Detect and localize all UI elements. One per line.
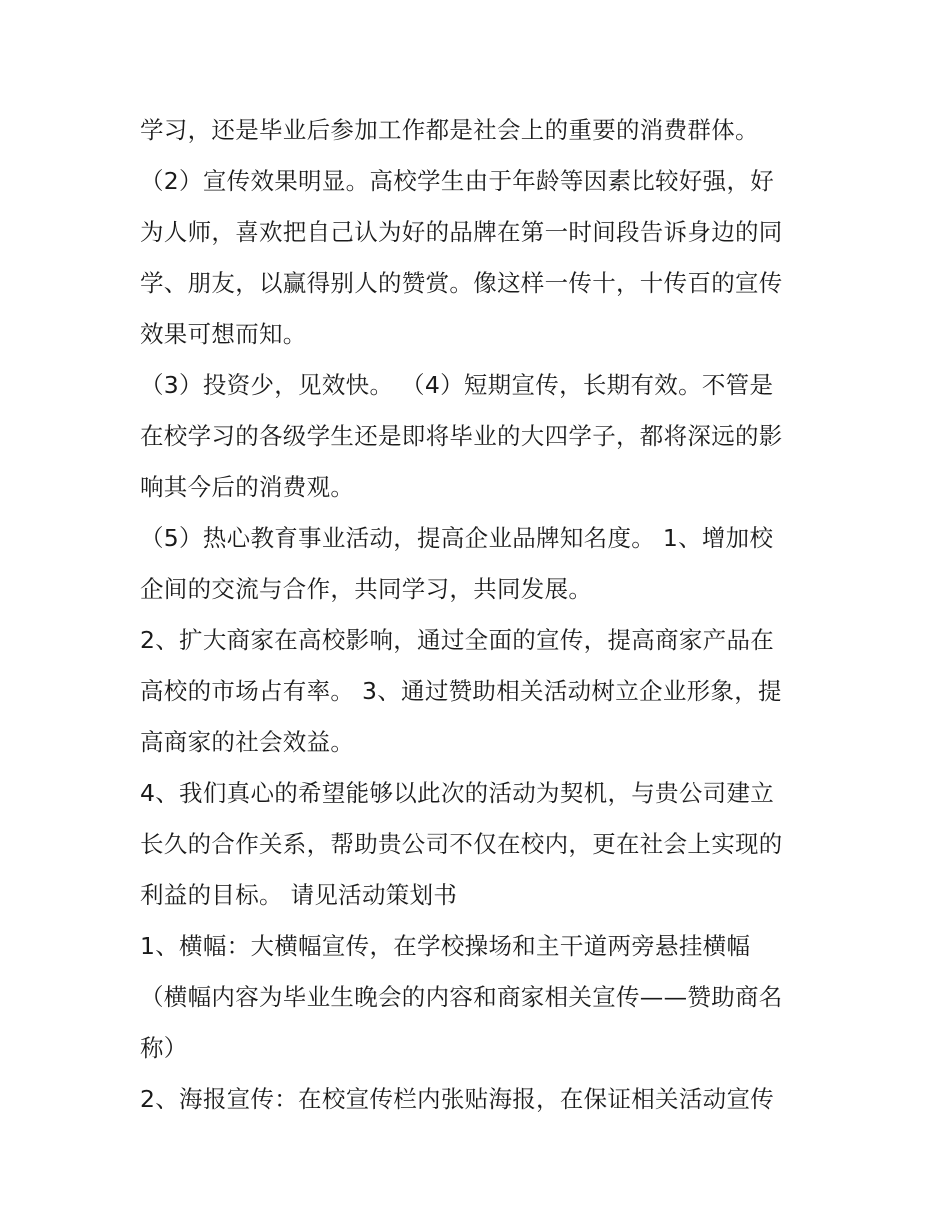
- text-line: 学、朋友，以赢得别人的赞赏。像这样一传十，十传百的宣传: [140, 269, 783, 297]
- text-line: （5）热心教育事业活动，提高企业品牌知名度。 1、增加校: [140, 524, 774, 552]
- text-line: 响其今后的消费观。: [140, 473, 355, 501]
- text-line: 2、扩大商家在高校影响，通过全面的宣传，提高商家产品在: [140, 626, 775, 654]
- text-line: 称）: [140, 1034, 188, 1062]
- text-line: 为人师，喜欢把自己认为好的品牌在第一时间段告诉身边的同: [140, 218, 783, 246]
- text-line: 长久的合作关系，帮助贵公司不仅在校内，更在社会上实现的: [140, 830, 783, 858]
- text-line: 高商家的社会效益。: [140, 728, 355, 756]
- text-line: （3）投资少，见效快。 （4）短期宣传，长期有效。不管是: [140, 371, 774, 399]
- text-line: 高校的市场占有率。 3、通过赞助相关活动树立企业形象，提: [140, 677, 782, 705]
- text-line: 企间的交流与合作，共同学习，共同发展。: [140, 575, 593, 603]
- text-line: 4、我们真心的希望能够以此次的活动为契机，与贵公司建立: [140, 779, 775, 807]
- text-line: 2、海报宣传：在校宣传栏内张贴海报，在保证相关活动宣传: [140, 1085, 775, 1113]
- text-line: 1、横幅：大横幅宣传，在学校操场和主干道两旁悬挂横幅: [140, 932, 751, 960]
- text-line: 在校学习的各级学生还是即将毕业的大四学子，都将深远的影: [140, 422, 783, 450]
- text-line: （横幅内容为毕业生晚会的内容和商家相关宣传——赞助商名: [140, 983, 783, 1011]
- text-line: 利益的目标。 请见活动策划书: [140, 881, 458, 909]
- text-line: 效果可想而知。: [140, 320, 307, 348]
- text-line: （2）宣传效果明显。高校学生由于年龄等因素比较好强，好: [140, 167, 775, 195]
- text-line: 学习，还是毕业后参加工作都是社会上的重要的消费群体。: [140, 116, 759, 144]
